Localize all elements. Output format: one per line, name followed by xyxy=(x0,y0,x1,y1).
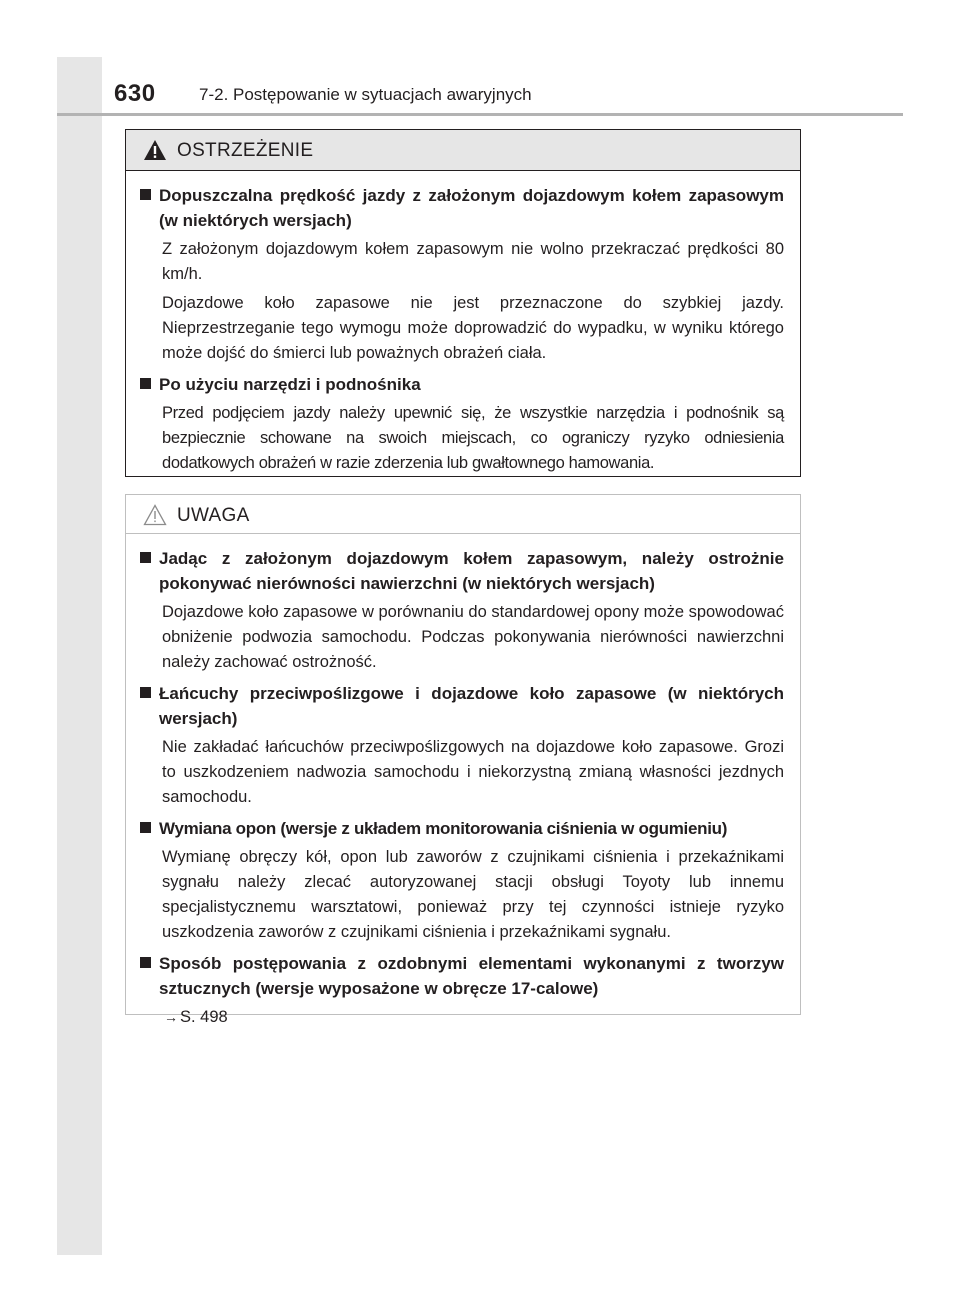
caution-item-heading: Jadąc z założonym dojazdowym kołem zapasowym, należy ostrożnie pokonywać nierówności nawierzchni (w niektórych wersjach) xyxy=(159,549,784,593)
caution-item xyxy=(140,681,784,810)
warning-item xyxy=(140,372,784,476)
warning-item xyxy=(140,183,784,366)
arrow-right-icon: → xyxy=(164,1009,178,1025)
caution-triangle-icon xyxy=(143,504,167,526)
warning-item-paragraph: Dojazdowe koło zapasowe nie jest przeznaczone do szybkiej jazdy. Nieprzestrzeganie tego wymogu może doprowadzić do wypadku, w wyniku którego może dojść do śmierci lub poważnych obrażeń ciała. xyxy=(162,294,784,362)
page-number: 630 xyxy=(114,80,156,107)
square-bullet-icon xyxy=(140,552,151,563)
square-bullet-icon xyxy=(140,189,151,200)
square-bullet-icon xyxy=(140,687,151,698)
caution-item-paragraph: Dojazdowe koło zapasowe w porównaniu do standardowej opony może spowodować obniżenie podwozia samochodu. Podczas pokonywania nierówności nawierzchni należy zachować ostrożność. xyxy=(162,603,784,671)
caution-box xyxy=(125,494,801,1026)
caution-item xyxy=(140,816,784,945)
header-divider xyxy=(57,113,903,116)
caution-box-header xyxy=(126,495,800,534)
caution-item-heading: Wymiana opon (wersje z układem monitorowania ciśnienia w ogumieniu) xyxy=(159,819,728,838)
caution-item-heading: Łańcuchy przeciwpoślizgowe i dojazdowe koło zapasowe (w niektórych wersjach) xyxy=(159,684,784,728)
caution-item xyxy=(140,951,784,1030)
caution-item xyxy=(140,546,784,675)
warning-title: OSTRZEŻENIE xyxy=(177,140,314,161)
warning-item-paragraph: Z założonym dojazdowym kołem zapasowym nie wolno przekraczać prędkości 80 km/h. xyxy=(162,240,784,283)
warning-triangle-icon xyxy=(143,139,167,161)
page-reference-text: S. 498 xyxy=(180,1008,228,1026)
square-bullet-icon xyxy=(140,378,151,389)
page-header xyxy=(57,57,903,117)
page-side-strip xyxy=(57,57,102,1255)
warning-box xyxy=(125,129,801,477)
page-reference[interactable] xyxy=(164,1005,784,1030)
caution-item-paragraph: Nie zakładać łańcuchów przeciwpoślizgowych na dojazdowe koło zapasowe. Grozi to uszkodzeniem nadwozia samochodu i niekorzystną zmianą własności jezdnych samochodu. xyxy=(162,738,784,806)
caution-title: UWAGA xyxy=(177,505,250,526)
warning-item-paragraph: Przed podjęciem jazdy należy upewnić się, że wszystkie narzędzia i podnośnik są bezpiecznie schowane na swoich miejscach, co ograniczy ryzyko odniesienia dodatkowych obrażeń w razie zderzenia lub gwałtownego hamowania. xyxy=(162,404,784,472)
section-title: 7-2. Postępowanie w sytuacjach awaryjnych xyxy=(199,85,532,104)
caution-item-paragraph: Wymianę obręczy kół, opon lub zaworów z czujnikami ciśnienia i przekaźnikami sygnału należy zlecać autoryzowanej stacji obsługi Toyoty lub innemu specjalistycznemu warsztatowi, ponieważ przy tej czynności istnieje ryzyko uszkodzenia zaworów z czujnikami ciśnienia i przekaźnikami sygnału. xyxy=(162,848,784,941)
caution-item-heading: Sposób postępowania z ozdobnymi elementami wykonanymi z tworzyw sztucznych (wersje wyposażone w obręcze 17-calowe) xyxy=(159,954,784,998)
warning-item-heading: Po użyciu narzędzi i podnośnika xyxy=(159,375,421,394)
warning-box-header xyxy=(126,130,800,171)
square-bullet-icon xyxy=(140,822,151,833)
square-bullet-icon xyxy=(140,957,151,968)
warning-item-heading: Dopuszczalna prędkość jazdy z założonym dojazdowym kołem zapasowym (w niektórych wersjach) xyxy=(159,186,784,230)
